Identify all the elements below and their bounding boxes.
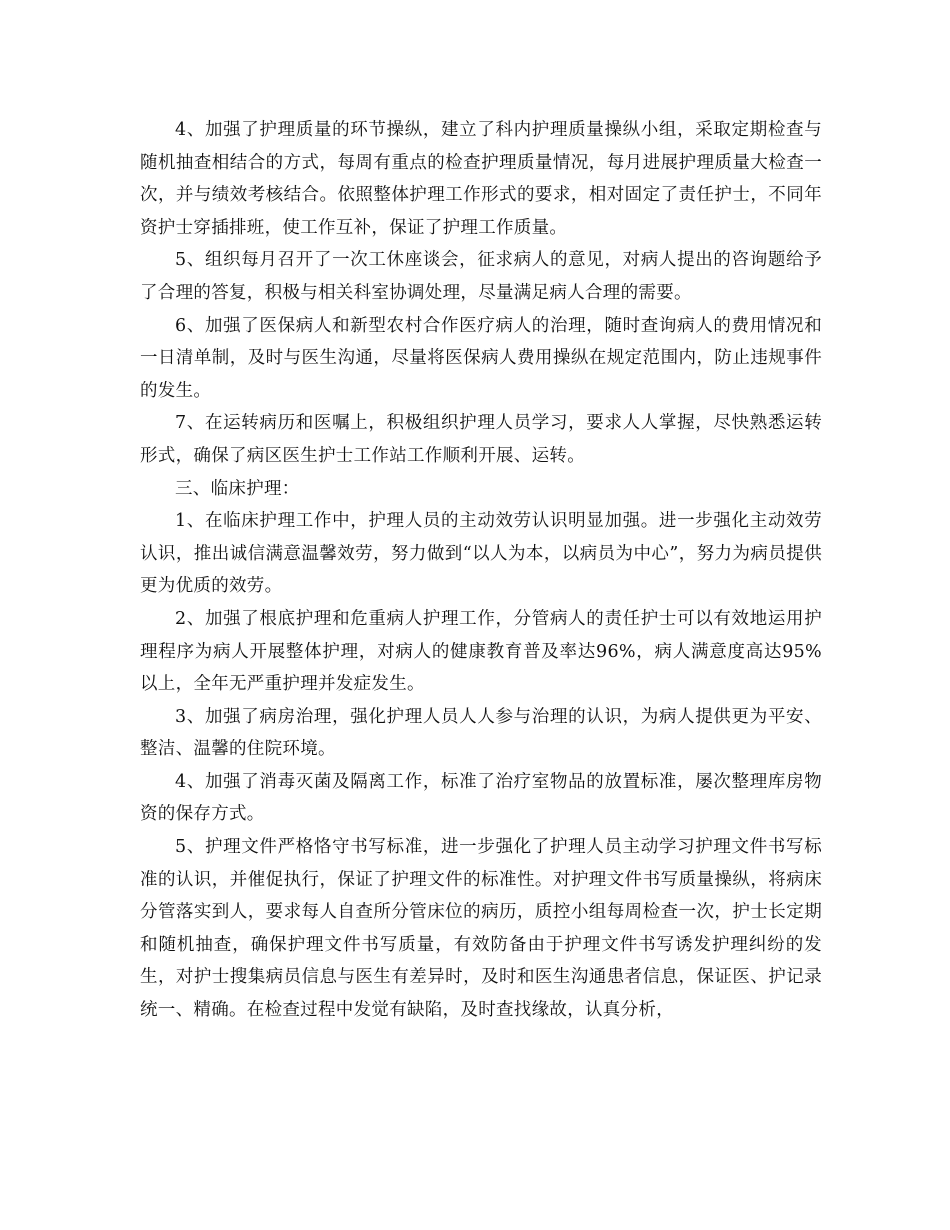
paragraph-documentation: 5、护理文件严格恪守书写标准，进一步强化了护理人员主动学习护理文件书写标准的认识，并催促执行，保证了护理文件的标准性。对护理文件书写质量操纵，将病床分管落实到人，要求每人自查所分管床位的病历，质控小组每周检查一次，护士长定期和随机抽查，确保护理文件书写质量，有效防备由于护理文件书写诱发护理纠纷的发生，对护士搜集病员信息与医生有差异时，及时和医生沟通患者信息，保证医、护记录统一、精确。在检查过程中发觉有缺陷，及时查找缘故，认真分析， (140, 837, 822, 1021)
paragraph-patient-forum: 5、组织每月召开了一次工休座谈会，征求病人的意见，对病人提出的咨询题给予了合理的答复，积极与相关科室协调处理，尽量满足病人合理的需要。 (140, 250, 822, 303)
document-body (140, 114, 822, 1027)
section-heading-clinical-nursing: 三、临床护理： (175, 478, 300, 499)
paragraph-quality-control: 4、加强了护理质量的环节操纵，建立了科内护理质量操纵小组，采取定期检查与随机抽查相结合的方式，每周有重点的检查护理质量情况，每月进展护理质量大检查一次，并与绩效考核结合。依照整体护理工作形式的要求，相对固定了责任护士，不同年资护士穿插排班，使工作互补，保证了护理工作质量。 (140, 120, 822, 238)
paragraph-medical-records: 7、在运转病历和医嘱上，积极组织护理人员学习，要求人人掌握，尽快熟悉运转形式，确保了病区医生护士工作站工作顺利开展、运转。 (140, 413, 822, 466)
paragraph-insurance-management: 6、加强了医保病人和新型农村合作医疗病人的治理，随时查询病人的费用情况和一日清单制，及时与医生沟通，尽量将医保病人费用操纵在规定范围内，防止违规事件的发生。 (140, 315, 822, 401)
paragraph-ward-management: 3、加强了病房治理，强化护理人员人人参与治理的认识，为病人提供更为平安、整洁、温馨的住院环境。 (140, 706, 822, 760)
paragraph-disinfection: 4、加强了消毒灭菌及隔离工作，标准了治疗室物品的放置标准，屡次整理库房物资的保存方式。 (140, 771, 822, 825)
paragraph-active-service: 1、在临床护理工作中，护理人员的主动效劳认识明显加强。进一步强化主动效劳认识，推出诚信满意温馨效劳，努力做到“以人为本，以病员为中心”，努力为病员提供更为优质的效劳。 (140, 511, 822, 597)
paragraph-basic-care: 2、加强了根底护理和危重病人护理工作，分管病人的责任护士可以有效地运用护理程序为病人开展整体护理，对病人的健康教育普及率达96%，病人满意度高达95%以上，全年无严重护理并发症发生。 (140, 608, 822, 695)
